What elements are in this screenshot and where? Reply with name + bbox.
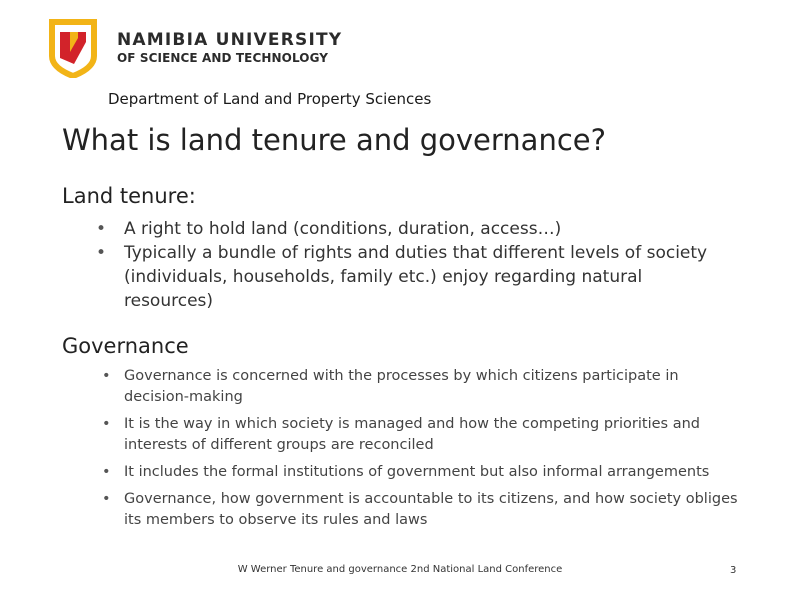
university-name: NAMIBIA UNIVERSITY	[117, 30, 343, 50]
page-number: 3	[730, 565, 737, 576]
list-item	[102, 414, 742, 456]
bullet-icon: •	[102, 368, 111, 384]
footer-text: W Werner Tenure and governance 2nd National Land Conference	[237, 564, 563, 575]
list-item	[102, 489, 742, 531]
land-tenure-heading: Land tenure:	[62, 184, 196, 208]
bullet-text: It includes the formal institutions of government but also informal arrangements	[124, 464, 710, 480]
list-item	[102, 462, 742, 483]
bullet-icon: •	[96, 243, 107, 263]
department-name: Department of Land and Property Sciences	[108, 90, 432, 108]
list-item	[96, 241, 736, 313]
list-item	[102, 366, 742, 408]
bullet-text: Governance is concerned with the processes by which citizens participate in decision-making	[124, 368, 679, 405]
governance-list	[102, 366, 742, 537]
bullet-text: A right to hold land (conditions, duration, access…)	[124, 219, 562, 239]
university-subtitle: OF SCIENCE AND TECHNOLOGY	[117, 51, 329, 65]
bullet-text: It is the way in which society is managed and how the competing priorities and interests of different groups are reconciled	[124, 416, 700, 453]
bullet-icon: •	[102, 491, 111, 507]
bullet-text: Governance, how government is accountable to its citizens, and how society obliges its members to observe its rules and laws	[124, 491, 738, 528]
governance-heading: Governance	[62, 334, 189, 358]
list-item	[96, 217, 736, 241]
university-logo	[46, 18, 100, 78]
slide-title: What is land tenure and governance?	[62, 123, 607, 157]
bullet-icon: •	[96, 219, 107, 239]
bullet-text: Typically a bundle of rights and duties that different levels of society (individuals, households, family etc.) enjoy regarding natural resources)	[124, 243, 708, 311]
bullet-icon: •	[102, 464, 111, 480]
bullet-icon: •	[102, 416, 111, 432]
land-tenure-list	[96, 217, 736, 313]
